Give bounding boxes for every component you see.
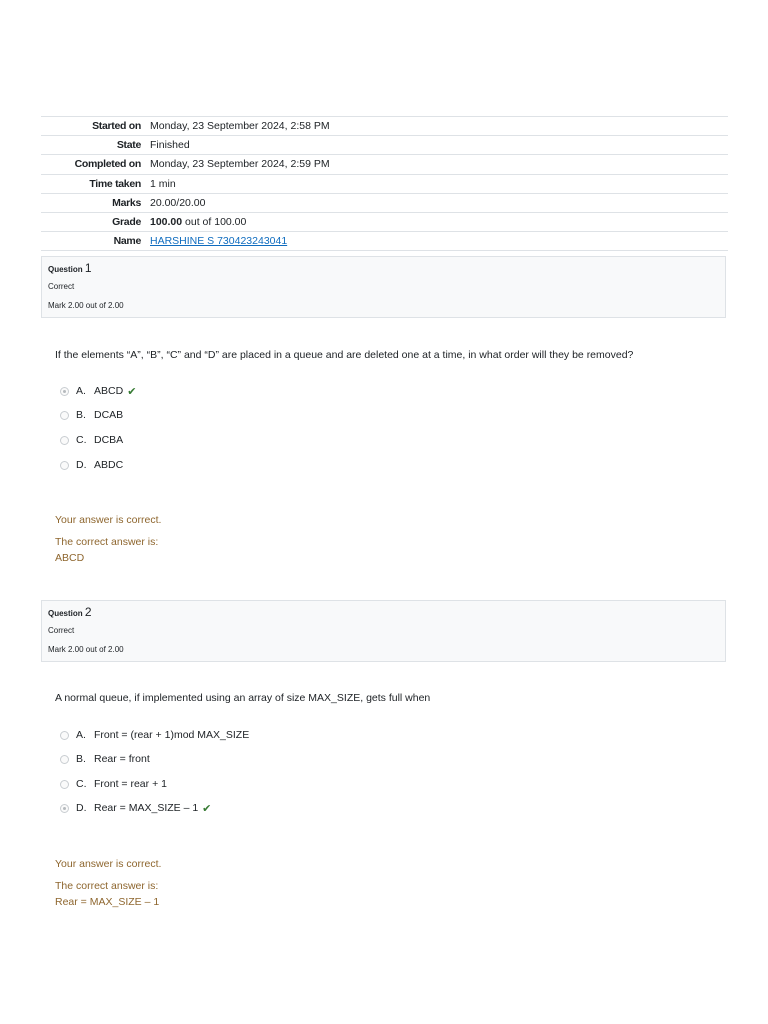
question-1-info: [41, 256, 726, 318]
question-label: Question: [48, 609, 83, 618]
question-2-option-a[interactable]: [60, 728, 249, 742]
grade-out-of: out of 100.00: [182, 216, 247, 229]
summary-key: Name: [41, 232, 150, 251]
summary-row-grade: [41, 212, 728, 231]
question-2-text: A normal queue, if implemented using an array of size MAX_SIZE, gets full when: [55, 692, 431, 704]
radio-icon[interactable]: [60, 804, 69, 813]
question-2-correct-answer: Rear = MAX_SIZE – 1: [55, 896, 160, 908]
summary-row-completed-on: [41, 155, 728, 174]
summary-row-state: [41, 136, 728, 155]
question-number: [48, 261, 92, 275]
question-1-option-d[interactable]: [60, 458, 123, 472]
question-1-correct-label: The correct answer is:: [55, 536, 159, 548]
option-letter: D.: [76, 802, 87, 814]
question-number-value: 1: [84, 261, 92, 275]
option-letter: B.: [76, 409, 86, 421]
summary-key: Time taken: [41, 174, 150, 193]
option-text: Rear = front: [94, 753, 150, 765]
option-letter: A.: [76, 729, 86, 741]
question-1-feedback: Your answer is correct.: [55, 514, 162, 526]
summary-key: State: [41, 136, 150, 155]
check-icon: ✔: [127, 385, 137, 398]
summary-key: Completed on: [41, 155, 150, 174]
question-1-correct-answer: ABCD: [55, 552, 85, 564]
option-text: Rear = MAX_SIZE – 1: [94, 802, 199, 814]
question-state: Correct: [48, 626, 75, 635]
question-mark: Mark 2.00 out of 2.00: [48, 301, 124, 310]
radio-icon[interactable]: [60, 436, 69, 445]
option-text: Front = (rear + 1)mod MAX_SIZE: [94, 729, 250, 741]
option-letter: D.: [76, 459, 87, 471]
summary-value: [150, 232, 728, 251]
radio-icon[interactable]: [60, 755, 69, 764]
option-text: ABDC: [94, 459, 124, 471]
summary-value: [150, 212, 728, 231]
summary-value: Monday, 23 September 2024, 2:58 PM: [150, 117, 728, 136]
option-letter: C.: [76, 434, 87, 446]
option-letter: C.: [76, 778, 87, 790]
summary-value: 20.00/20.00: [150, 193, 728, 212]
question-1-option-a[interactable]: [60, 384, 136, 398]
option-text: Front = rear + 1: [94, 778, 167, 790]
summary-row-name: [41, 232, 728, 251]
question-1-text: If the elements “A”, “B”, “C” and “D” are placed in a queue and are deleted one at a time, in what order will they be removed?: [55, 349, 634, 361]
question-state: Correct: [48, 282, 75, 291]
radio-icon[interactable]: [60, 387, 69, 396]
question-2-option-d[interactable]: [60, 801, 211, 815]
option-text: DCAB: [94, 409, 124, 421]
check-icon: ✔: [202, 802, 212, 815]
summary-key: Started on: [41, 117, 150, 136]
question-2-option-b[interactable]: [60, 752, 150, 766]
radio-icon[interactable]: [60, 411, 69, 420]
radio-icon[interactable]: [60, 731, 69, 740]
summary-row-started-on: [41, 117, 728, 136]
radio-icon[interactable]: [60, 461, 69, 470]
question-2-option-c[interactable]: [60, 777, 167, 791]
summary-key: Marks: [41, 193, 150, 212]
option-text: ABCD: [94, 385, 124, 397]
summary-row-marks: [41, 193, 728, 212]
option-letter: B.: [76, 753, 86, 765]
question-label: Question: [48, 265, 83, 274]
question-2-correct-label: The correct answer is:: [55, 880, 159, 892]
option-letter: A.: [76, 385, 86, 397]
question-number-value: 2: [84, 605, 92, 619]
summary-row-time-taken: [41, 174, 728, 193]
summary-value: Finished: [150, 136, 728, 155]
question-2-feedback: Your answer is correct.: [55, 858, 162, 870]
student-name-link[interactable]: HARSHINE S 730423243041: [150, 235, 288, 248]
attempt-summary-table: [41, 116, 728, 251]
question-1-option-b[interactable]: [60, 408, 123, 422]
summary-key: Grade: [41, 212, 150, 231]
question-1-option-c[interactable]: [60, 433, 123, 447]
question-mark: Mark 2.00 out of 2.00: [48, 645, 124, 654]
radio-icon[interactable]: [60, 780, 69, 789]
summary-value: 1 min: [150, 174, 728, 193]
question-number: [48, 605, 92, 619]
option-text: DCBA: [94, 434, 124, 446]
summary-value: Monday, 23 September 2024, 2:59 PM: [150, 155, 728, 174]
grade-value: 100.00: [150, 216, 183, 229]
question-2-info: [41, 600, 726, 662]
